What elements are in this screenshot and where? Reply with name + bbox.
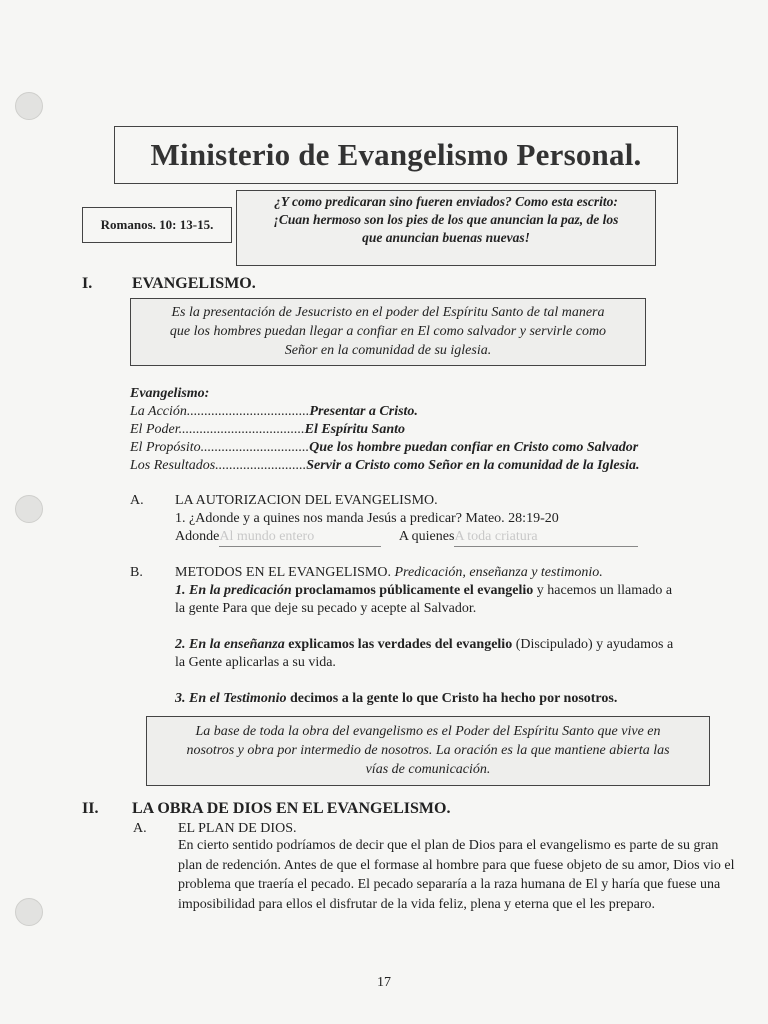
subsection-b-heading: METODOS EN EL EVANGELISMO.: [175, 565, 391, 580]
subsection-b-subtitle: Predicación, enseñanza y testimonio.: [394, 565, 603, 580]
list-item-label: Los Resultados: [130, 458, 216, 473]
scripture-quote-box: [236, 190, 656, 266]
section-1-heading: EVANGELISMO.: [132, 275, 256, 292]
section-2-heading: LA OBRA DE DIOS EN EL EVANGELISMO.: [132, 800, 451, 817]
method-1-label: 1. En la predicación: [175, 583, 292, 598]
definition-line: Es la presentación de Jesucristo en el poder del Espíritu Santo de tal manera: [171, 305, 605, 320]
method-item-2: [175, 636, 735, 654]
quote-line: que anuncian buenas nuevas!: [362, 230, 530, 245]
list-item-value: Presentar a Cristo.: [309, 404, 418, 419]
method-2-bold: explicamos las verdades del evangelio: [288, 637, 513, 652]
aquienes-label: A quienes: [398, 529, 455, 544]
method-3-label: 3. En el Testimonio: [175, 691, 287, 706]
list-item-label: El Propósito: [130, 440, 201, 455]
list-item: [130, 403, 640, 421]
aquienes-answer: A toda criatura: [454, 528, 638, 547]
section-2-a-heading: EL PLAN DE DIOS.: [178, 821, 297, 836]
definition-line: que los hombres puedan llegar a confiar en El como salvador y servirle como: [169, 324, 607, 339]
list-item-dots: ...................................: [186, 404, 310, 419]
subsection-b-letter: B.: [130, 565, 143, 580]
list-item-value: El Espíritu Santo: [304, 422, 405, 437]
section-2-a-letter: A.: [133, 821, 147, 836]
base-box: [146, 716, 710, 786]
definition-line: Señor en la comunidad de su iglesia.: [284, 343, 492, 358]
method-2-rest: (Discipulado) y ayudamos a: [515, 637, 674, 652]
quote-line: ¡Cuan hermoso son los pies de los que anuncian la paz, de los: [273, 212, 619, 227]
method-3-bold: decimos a la gente lo que Cristo ha hecho por nosotros.: [290, 691, 618, 706]
list-item: [130, 439, 640, 457]
method-2-line2: la Gente aplicarlas a su vida.: [175, 655, 336, 670]
title-box: [114, 126, 678, 184]
subsection-b-heading-row: [175, 564, 735, 582]
list-item-label: El Poder: [130, 422, 179, 437]
list-item-label: La Acción: [130, 404, 187, 419]
evangelismo-list: [130, 385, 640, 475]
section-1-numeral: I.: [82, 275, 93, 292]
list-item-value: Servir a Cristo como Señor en la comunidad de la Iglesia.: [306, 458, 640, 473]
section-2-numeral: II.: [82, 800, 99, 817]
list-item-dots: ...............................: [200, 440, 310, 455]
adonde-label: Adonde: [175, 529, 220, 544]
base-line: La base de toda la obra del evangelismo es el Poder del Espíritu Santo que vive en: [195, 724, 661, 739]
subsection-a-heading: LA AUTORIZACION DEL EVANGELISMO.: [175, 493, 438, 508]
list-item-dots: ....................................: [178, 422, 305, 437]
subsection-a-question: 1. ¿Adonde y a quines nos manda Jesús a predicar? Mateo. 28:19-20: [175, 511, 559, 526]
method-1-rest: y hacemos un llamado a: [536, 583, 673, 598]
binder-hole-top: [15, 92, 43, 120]
base-line: nosotros y obra por intermedio de nosotros. La oración es la que mantiene abierta las: [186, 743, 670, 758]
method-item-1: [175, 582, 735, 600]
list-item: [130, 457, 640, 475]
method-1-line2: la gente Para que deje su pecado y acepte al Salvador.: [175, 601, 477, 616]
list-item: [130, 421, 640, 439]
method-1-bold: proclamamos públicamente el evangelio: [295, 583, 534, 598]
method-item-3: [175, 690, 735, 708]
list-item-value: Que los hombre puedan confiar en Cristo como Salvador: [309, 440, 639, 455]
subsection-a-letter: A.: [130, 493, 144, 508]
quote-line: ¿Y como predicaran sino fueren enviados? Como esta escrito:: [274, 194, 618, 209]
plan-paragraph: En cierto sentido podríamos de decir que el plan de Dios para el evangelismo es parte de su gran plan de redención. Antes de que el formase al hombre para que fuese objeto de su amor, Dios vio el problema que traería el pecado. El pecado separaría a la raza humana de El y haría que fuese una imposibilidad para ellos el disfrutar de la vida feliz, plena y eterna que el les preparo.: [178, 838, 735, 912]
base-line: vías de comunicación.: [365, 762, 491, 777]
binder-hole-bottom: [15, 898, 43, 926]
scripture-reference: Romanos. 10: 13-15.: [82, 207, 232, 243]
list-item-dots: ..........................: [215, 458, 307, 473]
method-2-label: 2. En la enseñanza: [175, 637, 285, 652]
binder-hole-middle: [15, 495, 43, 523]
adonde-answer: Al mundo entero: [219, 528, 381, 547]
page-number: 17: [377, 975, 391, 990]
list-title: Evangelismo:: [130, 386, 210, 401]
page-title: Ministerio de Evangelismo Personal.: [150, 137, 642, 172]
answer-row: [175, 528, 735, 547]
definition-box: [130, 298, 646, 366]
